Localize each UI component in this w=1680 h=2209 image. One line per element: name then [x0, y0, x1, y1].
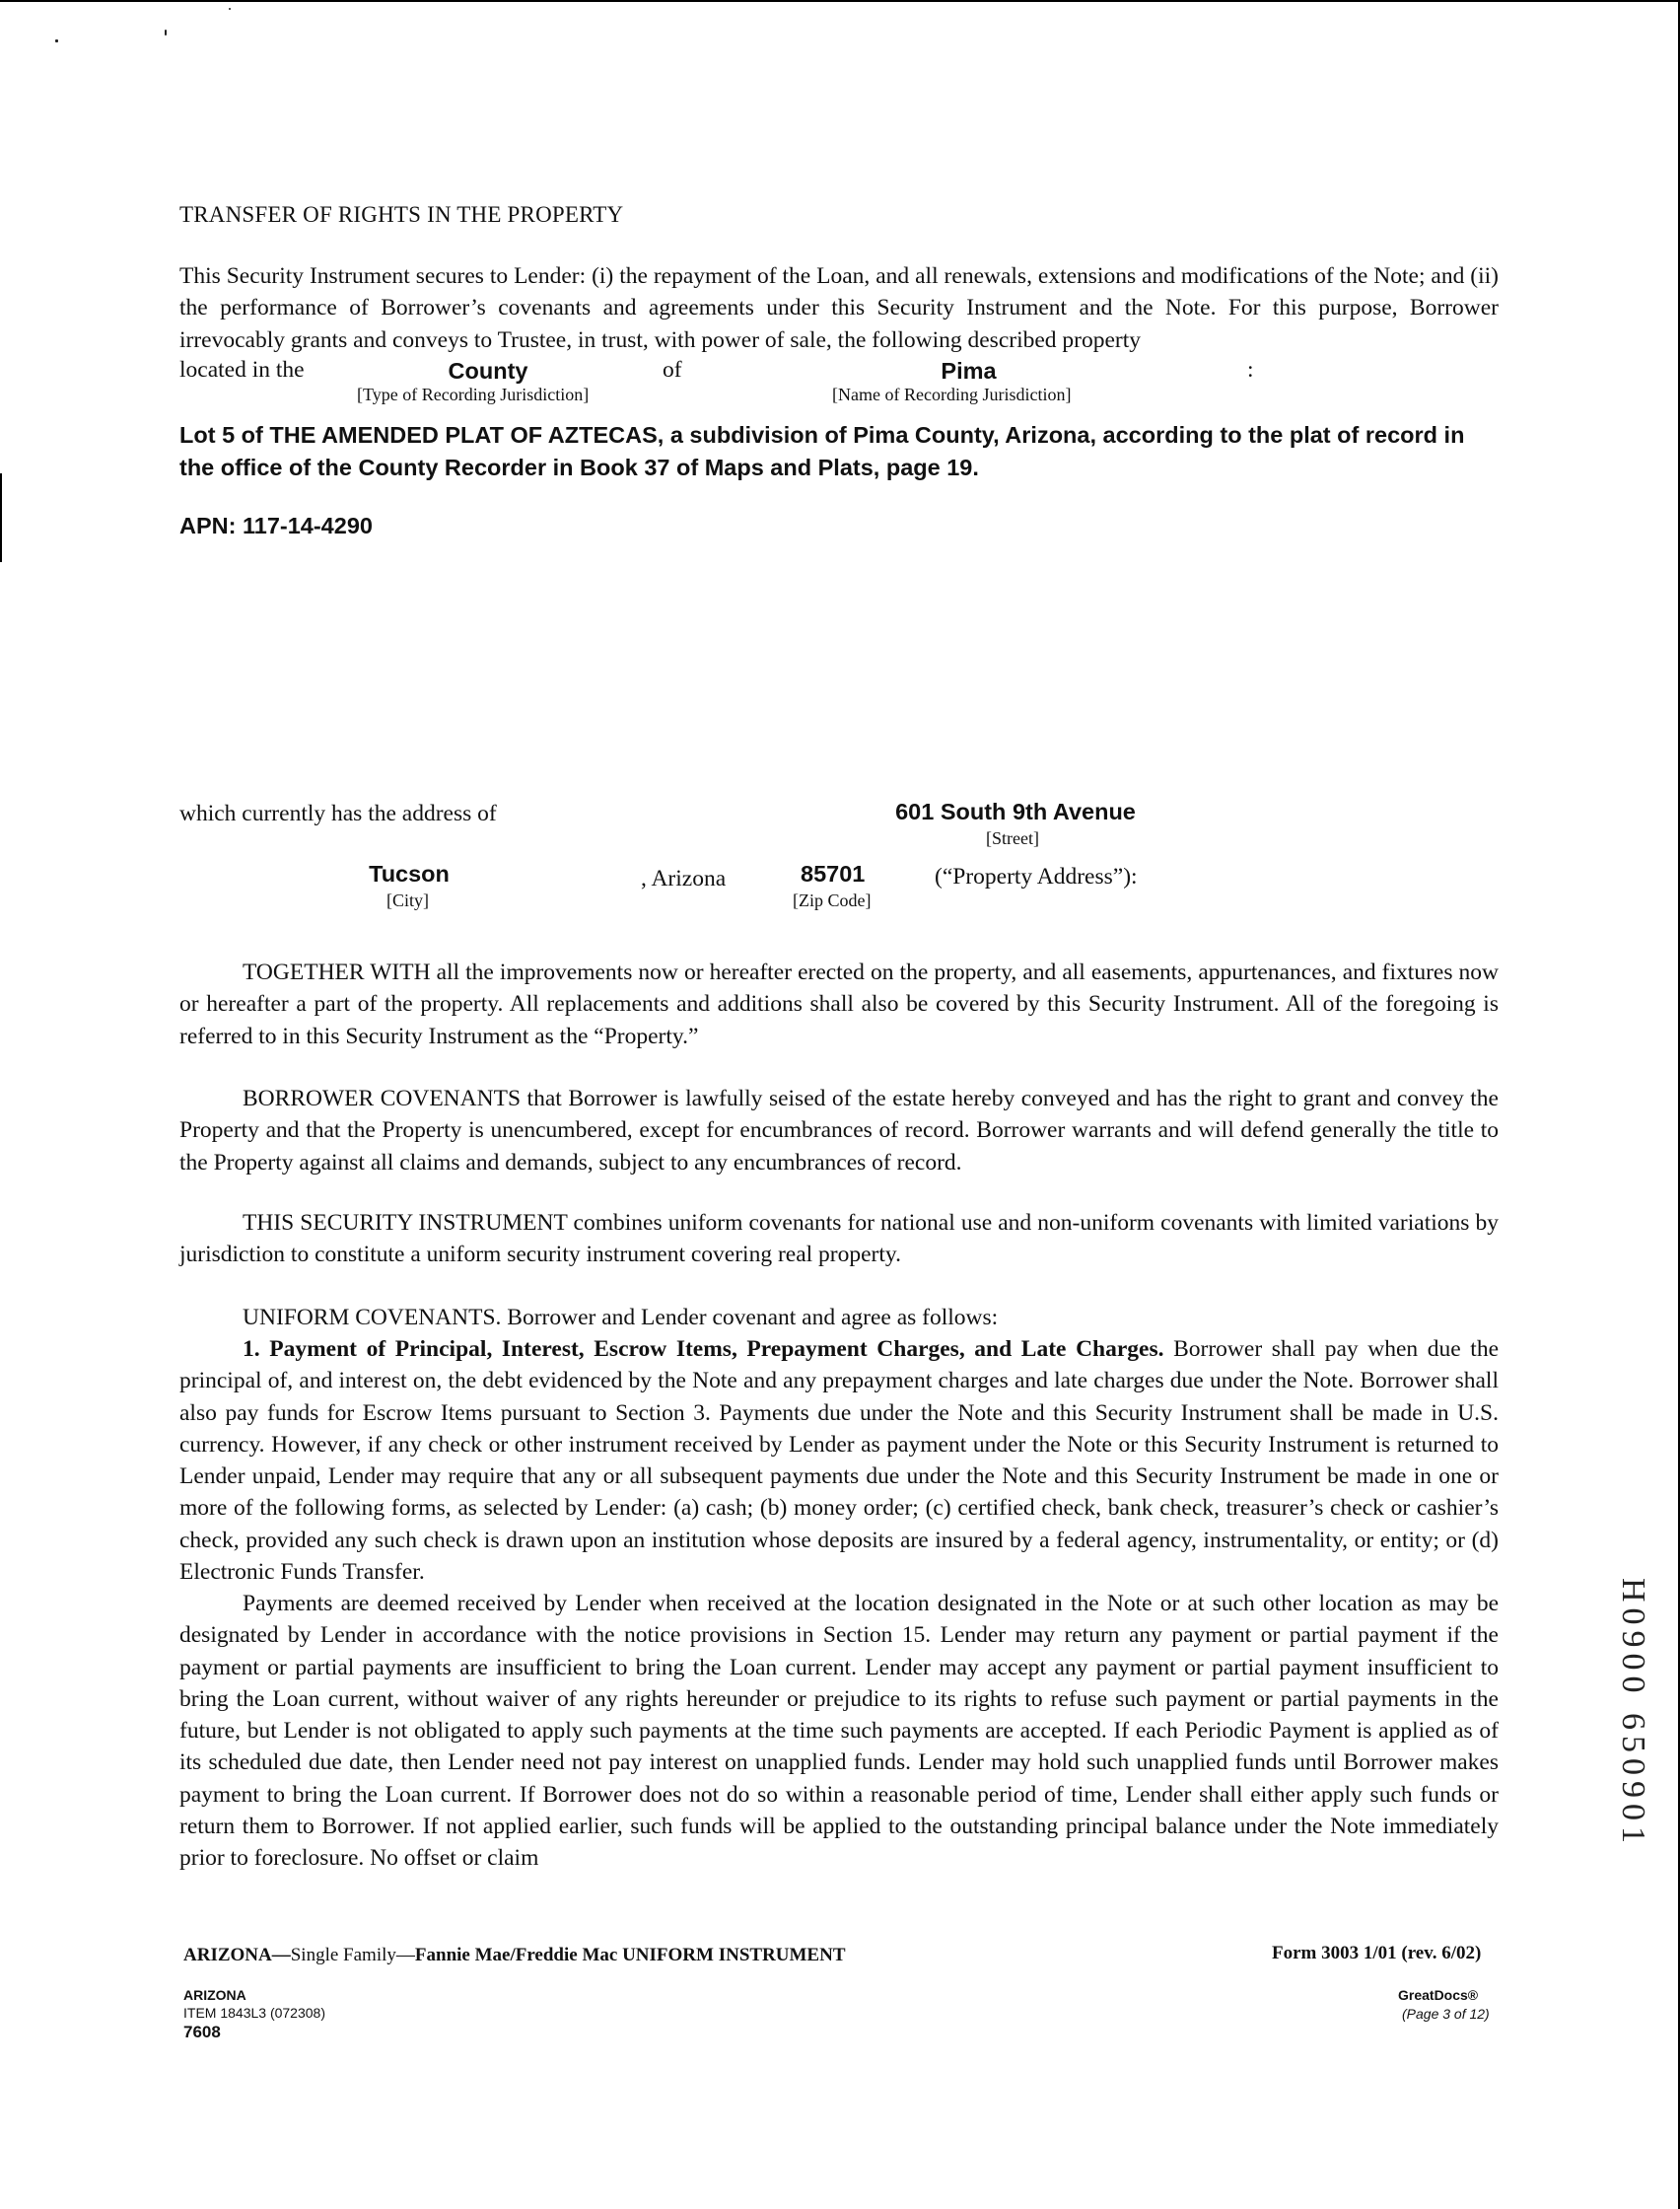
this-security-instrument-paragraph: THIS SECURITY INSTRUMENT combines uniform covenants for national use and non-uniform covenants with limited variations by jurisdiction to constitute a uniform security instrument covering real property. — [179, 1210, 1499, 1268]
property-address-label: (“Property Address”): — [935, 864, 1138, 890]
footer-instrument-name: Fannie Mae/Freddie Mac UNIFORM INSTRUMENT — [414, 1945, 846, 1965]
scan-edge-left-mark — [0, 473, 2, 562]
address-prefix: which currently has the address of — [179, 801, 497, 826]
payments-deemed-paragraph: Payments are deemed received by Lender when received at the location designated in the Note or at such other location as may be designated by Lender in accordance with the notice provisions in Section 15. Lender may return any payment or partial payment if the payment or partial payments are insufficient to bring the Loan current. Lender may accept any payment or partial payment insufficient to bring the Loan current, without waiver of any rights hereunder or prejudice to its rights to refuse such payment or partial payments in the future, but Lender is not obligated to apply such payments at the time such payments are accepted. If each Periodic Payment is applied as of its scheduled due date, then Lender need not pay interest on unapplied funds. Lender may hold such unapplied funds until Borrower makes payment to bring the Loan current. If Borrower does not do so within a reasonable period of time, Lender shall either apply such funds or return them to Borrower. If not applied earlier, such funds will be applied to the outstanding principal balance under the Note immediately prior to foreclosure. No offset or claim — [179, 1591, 1499, 1872]
zip-value: 85701 — [801, 861, 866, 887]
located-colon: : — [1247, 357, 1254, 383]
footer-brand: GreatDocs® — [1398, 1987, 1479, 2003]
footer-form-title — [183, 1945, 846, 1966]
footer-doc-code: 7608 — [183, 2023, 221, 2041]
street-caption: [Street] — [986, 828, 1039, 848]
footer-state: ARIZONA — [183, 1987, 246, 2003]
scan-edge-top — [0, 0, 1680, 2]
jurisdiction-name-value: Pima — [941, 358, 997, 384]
footer-form-number: Form 3003 1/01 (rev. 6/02) — [1272, 1943, 1482, 1963]
state-name: , Arizona — [641, 866, 727, 891]
section-1-body: Borrower shall pay when due the principal of, and interest on, the debt evidenced by the Note and any prepayment charges and late charges due under the Note. Borrower shall also pay funds for Escrow Items pursuant to Section 3. Payments due under the Note and this Security Instrument shall be made in U.S. currency. However, if any check or other instrument received by Lender as payment under the Note or this Security Instrument is returned to Lender unpaid, Lender may require that any or all subsequent payments due under the Note and this Security Instrument be made in one or more of the following forms, as selected by Lender: (a) cash; (b) money order; (c) certified check, bank check, treasurer’s check or cashier’s check, provided any such check is drawn upon an institution whose deposits are insured by a federal agency, instrumentality, or entity; or (d) Electronic Funds Transfer. — [179, 1336, 1500, 1586]
zip-caption: [Zip Code] — [793, 891, 872, 910]
legal-description: Lot 5 of THE AMENDED PLAT OF AZTECAS, a subdivision of Pima County, Arizona, according to the plat of record in the office of the County Recorder in Book 37 of Maps and Plats, page 19. — [179, 422, 1465, 480]
city-value: Tucson — [369, 861, 450, 887]
city-caption: [City] — [386, 891, 429, 910]
of-word: of — [663, 357, 682, 383]
uniform-covenants-line: UNIFORM COVENANTS. Borrower and Lender covenant and agree as follows: — [243, 1305, 999, 1330]
jurisdiction-type-caption: [Type of Recording Jurisdiction] — [357, 385, 590, 404]
section-heading: TRANSFER OF RIGHTS IN THE PROPERTY — [179, 202, 624, 227]
located-prefix: located in the — [179, 357, 305, 383]
side-recording-stamp: H0900 650901 — [1615, 1578, 1651, 1850]
footer-family-type: Single Family— — [290, 1945, 415, 1965]
apn-number: APN: 117-14-4290 — [179, 513, 373, 538]
borrower-covenants-paragraph: BORROWER COVENANTS that Borrower is lawfully seised of the estate hereby conveyed and has the right to grant and convey the Property and that the Property is unencumbered, except for encumbrances of record. Borrower warrants and will defend generally the title to the Property against all claims and demands, subject to any encumbrances of record. — [179, 1086, 1499, 1176]
together-with-paragraph: TOGETHER WITH all the improvements now or hereafter erected on the property, and all easements, appurtenances, and fixtures now or hereafter a part of the property. All replacements and additions shall also be covered by this Security Instrument. All of the foregoing is referred to in this Security Instrument as the “Property.” — [179, 960, 1499, 1049]
jurisdiction-type-value: County — [448, 358, 528, 384]
scan-speck — [55, 39, 58, 42]
footer-item-code: ITEM 1843L3 (072308) — [183, 2005, 325, 2021]
section-1-paragraph — [179, 1333, 1499, 1588]
intro-paragraph: This Security Instrument secures to Lender: (i) the repayment of the Loan, and all renewals, extensions and modifications of the Note; and (ii) the performance of Borrower’s covenants and agreements under this Security Instrument and the Note. For this purpose, Borrower irrevocably grants and conveys to Trustee, in trust, with power of sale, the following described property — [179, 263, 1499, 353]
street-value: 601 South 9th Avenue — [895, 799, 1136, 824]
scan-speck — [229, 8, 231, 10]
scan-speck — [165, 30, 167, 36]
jurisdiction-name-caption: [Name of Recording Jurisdiction] — [832, 385, 1072, 404]
section-1-title: 1. Payment of Principal, Interest, Escrow Items, Prepayment Charges, and Late Charges. — [243, 1336, 1164, 1362]
footer-page-number: (Page 3 of 12) — [1402, 2006, 1490, 2022]
footer-state-prefix: ARIZONA— — [183, 1945, 291, 1965]
